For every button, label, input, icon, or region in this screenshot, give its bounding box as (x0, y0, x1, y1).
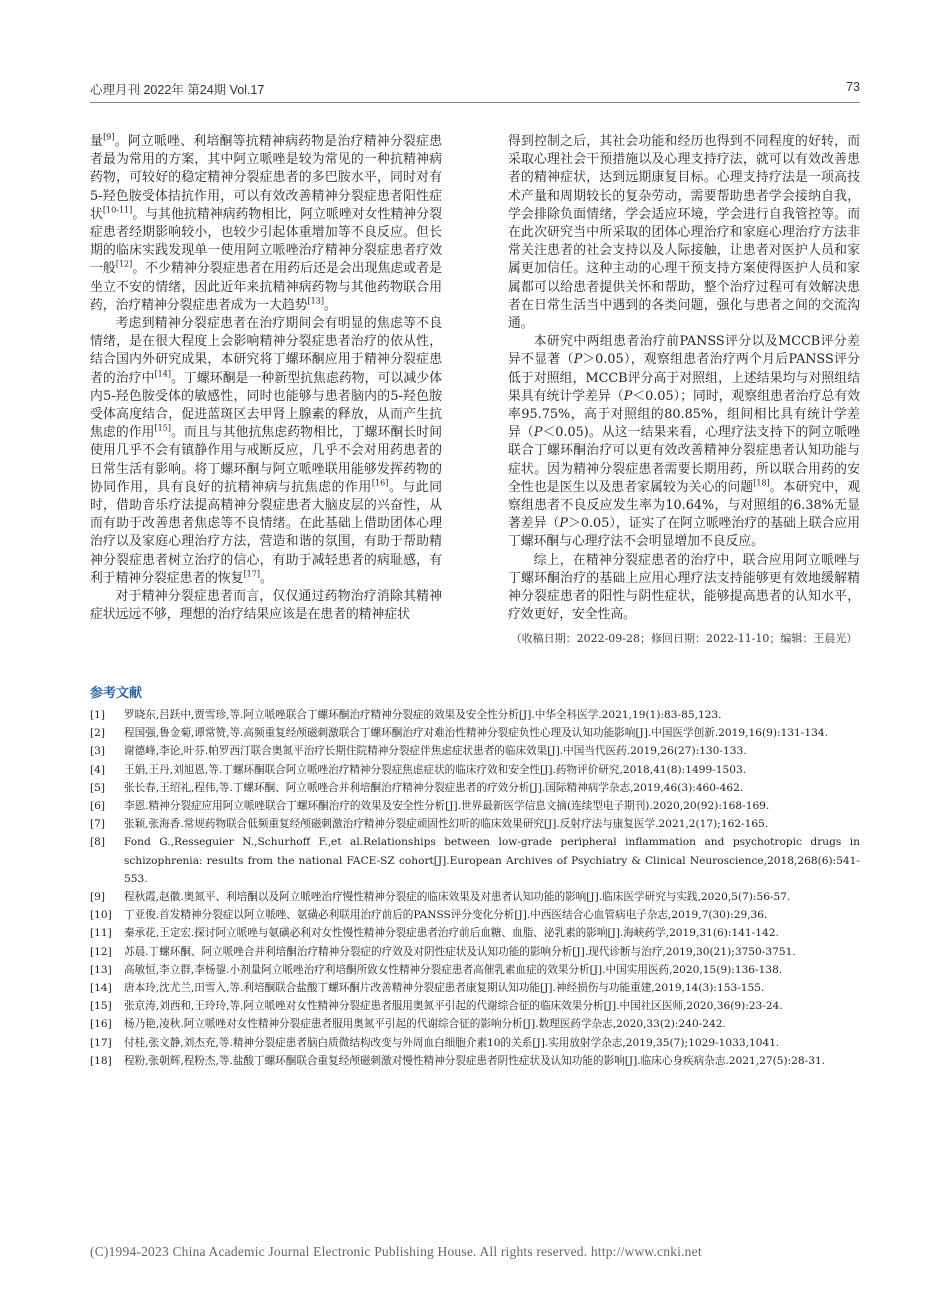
text-run: 综上，在精神分裂症患者的治疗中，联合应用阿立哌唑与丁螺环酮治疗的基础上应用心理疗法支持能够更有效地缓解精神分裂症患者的阳性与阴性症状，能够提高患者的认知水平，疗效更好，安全性高。 (508, 552, 860, 623)
reference-number: [18] (90, 1054, 112, 1067)
reference-item (90, 888, 860, 906)
reference-number: [4] (90, 763, 106, 776)
text-run: 对于精神分裂症患者而言，仅仅通过药物治疗消除其精神症状远远不够，理想的治疗结果应该是在患者的精神症状 (90, 589, 442, 623)
reference-item (90, 742, 860, 760)
text-run: 。 (259, 570, 273, 586)
statistic-symbol: P (623, 388, 633, 404)
text-run: ＜0.05)。从这一结果来看，心理疗法支持下的阿立哌唑联合丁螺环酮治疗可以更有效改善精神分裂症患者认知功能与症状。因为精神分裂症患者需要长期用药，所以联合用药的安全性也是医生以及患者家属较为关心的问题 (508, 425, 860, 495)
reference-item (90, 997, 860, 1015)
text-run: 考虑到精神分裂症患者在治疗期间会有明显的焦虑等不良情绪，是在很大程度上会影响精神分裂症患者治疗的依从性，结合国内外研究成果，本研究将丁螺环酮应用于精神分裂症患者的治疗中 (90, 316, 442, 386)
right-text-column (508, 133, 860, 649)
reference-item (90, 833, 860, 888)
text-run: ＜0.05）；同时，观察组患者治疗总有效率95.75%，高于对照组的80.85%，组间相比具有统计学差异（ (508, 388, 861, 441)
reference-text: 王娟,王丹,刘旭恩,等.丁螺环酮联合阿立哌唑治疗精神分裂症焦虑症状的临床疗效和安全性[J].药物评价研究,2018,41(8):1499-1503. (124, 763, 747, 776)
reference-number: [3] (90, 745, 106, 758)
text-run: ＞0.05），证实了在阿立哌唑治疗的基础上联合应用丁螺环酮与心理疗法不会明显增加不良反应。 (508, 516, 861, 550)
copyright-footer: (C)1994-2023 China Academic Journal Electronic Publishing House. All rights reserved. http://www.cnki.net (90, 1244, 702, 1259)
reference-item (90, 1052, 860, 1070)
body-paragraph (90, 588, 442, 624)
reference-text: 杨乃艳,凌秋.阿立哌唑对女性精神分裂症患者服用奥氮平引起的代谢综合征的影响分析[J].数理医药学杂志,2020,33(2):240-242. (124, 1018, 726, 1031)
reference-number: [7] (90, 818, 106, 831)
reference-text: Fond G.,Resseguier N.,Schurhoff F.,et al.Relationships between low-grade peripheral inflammation and psychotropic drugs in schizophrenia: results from the national FACE-SZ cohort[J].European Archives of Psychiatry & Clinical Neuroscience,2018,268(6):541-553. (124, 836, 860, 885)
reference-number: [12] (90, 945, 112, 958)
reference-item (90, 906, 860, 924)
citation-marker: [13] (307, 296, 324, 306)
reference-text: 秦承花,王定宏.探讨阿立哌唑与氨磺必利对女性慢性精神分裂症患者治疗前后血糖、血脂、泌乳素的影响[J].海峡药学,2019,31(6):141-142. (124, 927, 779, 940)
text-run: 。丁螺环酮是一种新型抗焦虑药物，可以减少体内5-羟色胺受体的敏感性，同时也能够与患者脑内的5-羟色胺受体高度结合，促进蓝斑区去甲肾上腺素的释放，从而产生抗焦虑的作用 (90, 370, 443, 441)
text-run: 。本研究中，观察组患者不良反应发生率为10.64%，与对照组的6.38%无显著差异（ (508, 479, 861, 532)
statistic-symbol: P (533, 425, 543, 441)
reference-text: 李恩.精神分裂症应用阿立哌唑联合丁螺环酮治疗的效果及安全性分析[J].世界最新医学信息文摘(连续型电子期刊).2020,20(92):168-169. (124, 800, 770, 813)
reference-number: [6] (90, 800, 106, 813)
running-header (90, 80, 860, 102)
citation-marker: [16] (371, 478, 389, 488)
reference-number: [13] (90, 963, 112, 976)
reference-text: 张颖,张海香.常规药物联合低频重复经颅磁刺激治疗精神分裂症顽固性幻听的临床效果研究[J].反射疗法与康复医学.2021,2(17);162-165. (124, 818, 769, 831)
reference-number: [11] (90, 927, 112, 940)
reference-number: [10] (90, 909, 112, 922)
reference-item (90, 706, 860, 724)
left-text-column (90, 133, 442, 624)
body-paragraph (90, 315, 442, 588)
text-run: 本研究中两组患者治疗前PANSS评分以及MCCB评分差异不显著（ (508, 334, 860, 368)
reference-text: 苏晨.丁螺环酮、阿立哌唑合并利培酮治疗精神分裂症的疗效及对阴性症状及认知功能的影响分析[J].现代诊断与治疗,2019,30(21);3750-3751. (124, 945, 796, 958)
reference-text: 付桂,张文静,刘杰充,等.精神分裂症患者脑白质微结构改变与外周血白细胞介素10的关系[J].实用放射学杂志,2019,35(7);1029-1033,1041. (124, 1036, 780, 1049)
references-heading: 参考文献 (90, 686, 143, 701)
reference-item (90, 1015, 860, 1033)
reference-text: 张京涛,刘西和,王玲玲,等.阿立哌唑对女性精神分裂症患者服用奥氮平引起的代谢综合征的临床效果分析[J].中国社区医师,2020,36(9):23-24. (124, 1000, 783, 1013)
text-run: ＞0.05），观察组患者治疗两个月后PANSS评分低于对照组，MCCB评分高于对照组，上述结果均与对照组结果具有统计学差异（ (508, 352, 861, 404)
text-run: 得到控制之后，其社会功能和经历也得到不同程度的好转，而采取心理社会干预措施以及心理支持疗法，就可以有效改善患者的精神症状，达到远期康复目标。心理支持疗法是一项高技术产量和周期较长的复杂劳动，需要帮助患者学会接纳自我，学会排除负面情绪，学会适应环境，学会进行自我管控等。而在此次研究当中所采取的团体心理治疗和家庭心理治疗方法非常关注患者的社会支持以及人际接触，让患者对医护人员和家属更加信任。这种主动的心理干预支持方案使得医护人员和家属都可以给患者提供关怀和帮助，整个治疗过程可有效解决患者在日常生活当中遇到的各类问题，强化与患者之间的交流沟通。 (508, 134, 860, 332)
citation-marker: [17] (243, 569, 260, 579)
citation-marker: [12] (115, 260, 133, 270)
citation-marker: [15] (154, 423, 171, 433)
article-dates: （收稿日期：2022-09-28；修回日期：2022-11-10；编辑：王晨光） (510, 632, 858, 646)
reference-text: 罗晓东,吕跃中,贾雪珍,等.阿立哌唑联合丁螺环酮治疗精神分裂症的效果及安全性分析[J].中华全科医学.2021,19(1):83-85,123. (124, 709, 722, 721)
reference-number: [9] (90, 891, 106, 904)
reference-text: 张长春,王绍礼,程伟,等.丁螺环酮、阿立哌唑合并利培酮治疗精神分裂症患者的疗效分析[J].国际精神病学杂志,2019,46(3):460-462. (124, 781, 744, 794)
reference-number: [1] (90, 709, 106, 721)
citation-marker: [10-11] (102, 205, 133, 215)
reference-item (90, 1034, 860, 1052)
statistic-symbol: P (559, 516, 569, 532)
text-run: 。 (323, 297, 337, 313)
citation-marker: [18] (753, 478, 770, 488)
body-paragraph (508, 133, 860, 333)
reference-number: [16] (90, 1018, 112, 1031)
body-paragraph (90, 133, 442, 315)
body-paragraph (508, 333, 860, 551)
text-run: 。与此同时，借助音乐疗法提高精神分裂症患者大脑皮层的兴奋性，从而有助于改善患者焦虑等不良情绪。在此基础上借助团体心理治疗以及家庭心理治疗方法，营造和谐的氛围，有助于帮助精神分裂症患者树立治疗的信心，有助于减轻患者的病耻感，有利于精神分裂症患者的恢复 (90, 479, 443, 586)
body-paragraph (508, 552, 860, 625)
text-run: 。不少精神分裂症患者在用药后还是会出现焦虑或者是坐立不安的情绪，因此近年来抗精神病药物与其他药物联合用药，治疗精神分裂症患者成为一大趋势 (90, 261, 443, 313)
citation-marker: [9] (103, 132, 115, 142)
reference-number: [15] (90, 1000, 112, 1013)
reference-number: [5] (90, 781, 106, 794)
reference-text: 唐本玲,沈尤兰,田雪入,等.利培酮联合盐酸丁螺环酮片改善精神分裂症患者康复期认知功能[J].神经损伤与功能重建,2019,14(3):153-155. (124, 982, 765, 995)
text-run: 。而且与其他抗焦虑药物相比，丁螺环酮长时间使用几乎不会有镇静作用与戒断反应，几乎不会对用药患者的日常生活有影响。将丁螺环酮与阿立哌唑联用能够发挥药物的协同作用，具有良好的抗精神病与抗焦虑的作用 (90, 425, 443, 495)
reference-number: [2] (90, 727, 106, 740)
journal-title: 心理月刊 2022年 第24期 Vol.17 (90, 83, 265, 97)
reference-item (90, 779, 860, 797)
reference-item (90, 797, 860, 815)
reference-item (90, 924, 860, 942)
reference-text: 高敏恒,李立群,李杨鋆.小剂量阿立哌唑治疗利培酮所致女性精神分裂症患者高催乳素血症的效果分析[J].中国实用医药,2020,15(9):136-138. (124, 963, 783, 976)
header-divider (90, 102, 860, 103)
text-run: 量 (90, 134, 104, 149)
reference-item (90, 943, 860, 961)
reference-number: [8] (90, 836, 106, 849)
reference-number: [14] (90, 982, 112, 995)
reference-text: 程粉,张朝辉,程粉杰,等.盐酸丁螺环酮联合重复经颅磁刺激对慢性精神分裂症患者阴性症状及认知功能的影响[J].临床心身疾病杂志.2021,27(5):28-31. (124, 1054, 826, 1067)
reference-text: 程国强,鲁金菊,谭常赞,等.高频重复经颅磁刺激联合丁螺环酮治疗对难治性精神分裂症负性心理及认知功能影响[J].中国医学创新.2019,16(9):131-134. (124, 727, 828, 740)
reference-item (90, 961, 860, 979)
reference-item (90, 815, 860, 833)
citation-marker: [14] (154, 369, 171, 379)
statistic-symbol: P (573, 352, 583, 368)
page-number: 73 (846, 80, 860, 94)
reference-item (90, 724, 860, 742)
reference-text: 程秋霞,赵徽.奥氮平、利培酮以及阿立哌唑治疗慢性精神分裂症的临床效果及对患者认知功能的影响[J].临床医学研究与实践,2020,5(7):56-57. (124, 891, 791, 904)
text-run: 。与其他抗精神病药物相比，阿立哌唑对女性精神分裂症患者经期影响较小，也较少引起体重增加等不良反应。但长期的临床实践发现单一使用阿立哌唑治疗精神分裂症患者疗效一般 (90, 206, 443, 277)
reference-list (90, 706, 860, 1070)
reference-number: [17] (90, 1036, 112, 1049)
reference-item (90, 979, 860, 997)
text-run: 。阿立哌唑、利培酮等抗精神病药物是治疗精神分裂症患者最为常用的方案，其中阿立哌唑是较为常见的一种抗精神病药物，可较好的稳定精神分裂症患者的多巴胺水平，同时对有5-羟色胺受体拮抗作用，可以有效改善精神分裂症患者阳性症状 (90, 134, 443, 222)
reference-item (90, 761, 860, 779)
right-column-body (508, 133, 860, 624)
reference-text: 丁亚俊.首发精神分裂症以阿立哌唑、氨磺必利联用治疗前后的PANSS评分变化分析[J].中西医结合心血管病电子杂志,2019,7(30):29,36. (124, 909, 768, 922)
reference-text: 谢德峰,李论,叶芬.帕罗西汀联合奥氮平治疗长期住院精神分裂症伴焦虑症状患者的临床效果[J].中国当代医药.2019,26(27):130-133. (124, 745, 747, 758)
